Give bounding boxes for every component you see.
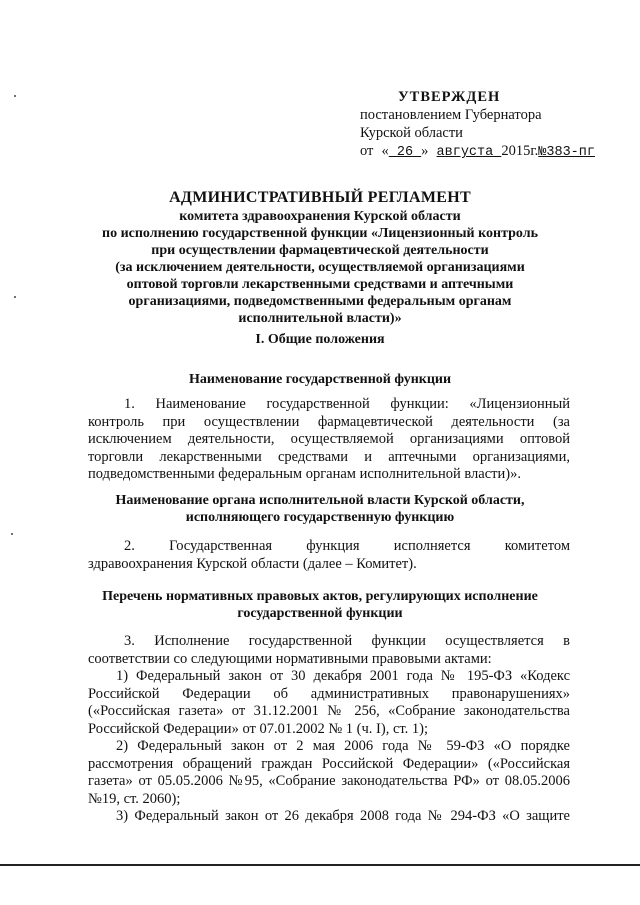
paragraph-1	[88, 396, 570, 484]
date-year-suffix: г.	[530, 143, 539, 159]
subheading-line: исполняющего государственную функцию	[185, 510, 455, 525]
date-day: 26	[388, 145, 422, 160]
title-line: комитета здравоохранения Курской области	[179, 209, 461, 224]
title-line: при осуществлении фармацевтической деятельности	[151, 243, 489, 258]
paragraph-line: Российской Федерации» от 07.01.2002 № 1 (ч. I), ст. 1);	[88, 720, 428, 737]
date-close-quote: »	[421, 143, 429, 159]
paragraph-line: исключением деятельности, осуществляемой организациями оптовой	[88, 431, 570, 447]
date-prefix: от	[360, 143, 374, 159]
subheading-line: Перечень нормативных правовых актов, регулирующих исполнение	[102, 589, 538, 604]
date-open-quote: «	[381, 143, 389, 159]
title-line: по исполнению государственной функции «Лицензионный контроль	[102, 226, 538, 241]
paragraph-line: 3) Федеральный закон от 26 декабря 2008 года № 294-ФЗ «О защите	[116, 808, 570, 824]
title-main: АДМИНИСТРАТИВНЫЙ РЕГЛАМЕНТ	[169, 189, 471, 206]
paragraph-line: 1) Федеральный закон от 30 декабря 2001 года № 195-ФЗ «Кодекс	[116, 668, 570, 684]
page-bottom-rule	[0, 864, 640, 866]
title-line: исполнительной власти)»	[238, 311, 402, 326]
paragraph-line: рассмотрения обращений граждан Российской Федерации» («Российская	[88, 755, 570, 772]
paragraph-line: 1. Наименование государственной функции: «Лицензионный	[124, 396, 570, 412]
paragraph-line: №19, ст. 2060);	[88, 790, 181, 807]
scan-speck	[14, 296, 16, 298]
subheading-legal-acts	[88, 588, 552, 622]
paragraph-line: («Российская газета» от 31.12.2001 № 256, «Собрание законодательства	[88, 703, 570, 719]
paragraph-line: контроль при осуществлении фармацевтической деятельности (за	[88, 413, 570, 430]
title-line: (за исключением деятельности, осуществляемой организациями	[115, 260, 525, 275]
paragraph-line: газета» от 05.05.2006 №95, «Собрание законодательства РФ» от 08.05.2006	[88, 773, 570, 789]
paragraph-line: подведомственными федеральным органам исполнительной власти)».	[88, 466, 521, 482]
approval-line-1: постановлением Губернатора	[360, 107, 542, 123]
paragraph-line: 2) Федеральный закон от 2 мая 2006 года № 59-ФЗ «О порядке	[116, 738, 570, 754]
paragraph-2	[88, 538, 570, 573]
approval-line-2: Курской области	[360, 125, 463, 141]
scan-speck	[14, 95, 16, 97]
subheading-line: Наименование органа исполнительной власти Курской области,	[115, 493, 525, 508]
approval-date	[360, 142, 595, 162]
approval-heading: УТВЕРЖДЕН	[398, 89, 501, 105]
paragraph-line: соответствии со следующими нормативными правовыми актами:	[88, 650, 492, 667]
date-year: 2015	[501, 143, 531, 159]
paragraph-line: Российской Федерации об административных правонарушениях»	[88, 685, 570, 702]
title-line: организациями, подведомственными федеральным органам	[128, 294, 512, 309]
scan-speck	[11, 533, 13, 535]
section-heading-general: I. Общие положения	[255, 332, 385, 347]
subheading-function-name: Наименование государственной функции	[188, 372, 452, 387]
paragraph-line: 2. Государственная функция исполняется комитетом	[124, 538, 570, 554]
paragraph-line: здравоохранения Курской области (далее – Комитет).	[88, 555, 417, 572]
subheading-line: государственной функции	[237, 606, 403, 621]
date-number: №383-пг	[538, 145, 595, 160]
title-line: оптовой торговли лекарственными средствами и аптечными	[126, 277, 514, 292]
document-title	[80, 188, 560, 327]
date-month: августа	[436, 145, 502, 160]
paragraph-line: 3. Исполнение государственной функции осуществляется в	[124, 633, 570, 649]
subheading-authority	[88, 492, 552, 526]
paragraph-3	[88, 633, 570, 826]
paragraph-line: торговли лекарственными средствами и аптечными организациями,	[88, 448, 570, 465]
approval-stamp	[360, 88, 595, 162]
